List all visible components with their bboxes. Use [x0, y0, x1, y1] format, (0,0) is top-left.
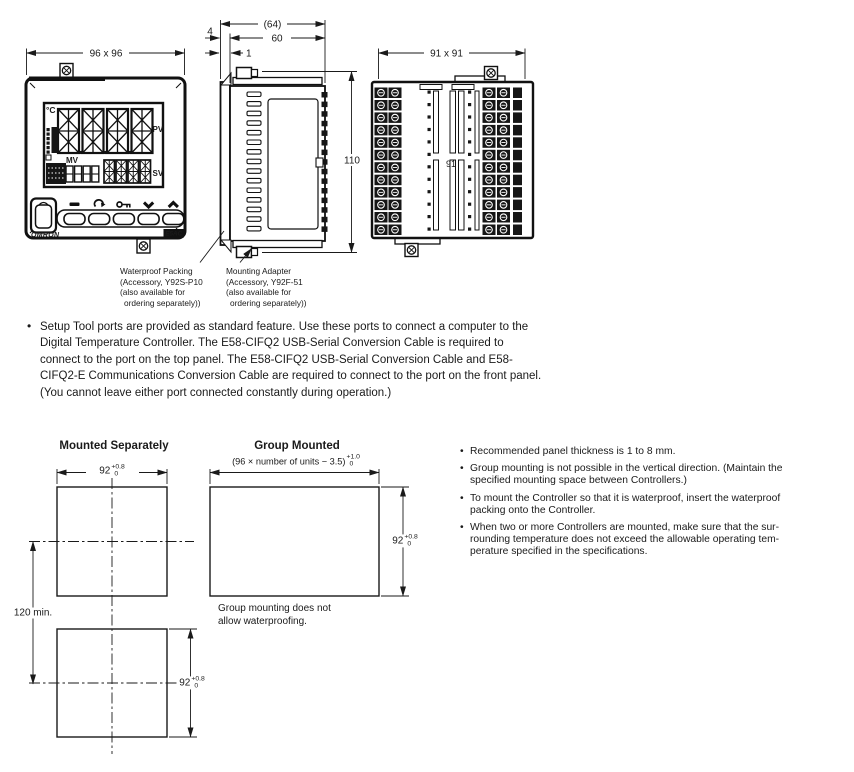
list-item: • When two or more Controllers are mounted, make sure that the sur- rounding temperature does not exceed the allowable operating tem- perature specified in the specifications. — [460, 522, 780, 558]
setup-note-bullet: • — [27, 319, 32, 333]
cutout-separate-diagram — [29, 469, 197, 754]
mode-key — [89, 214, 110, 225]
mounted-separately-heading: Mounted Separately — [59, 440, 169, 452]
screw-icon — [139, 242, 147, 250]
brand-logo: OMRON — [31, 232, 60, 239]
waterproof-packing-leader-line — [200, 231, 224, 263]
group-mounting-note: Group mounting does not allow waterproofing. — [218, 603, 331, 627]
screw-icon — [487, 69, 495, 77]
level-key — [64, 214, 85, 225]
pitch-dimension: 120 min. — [13, 607, 53, 619]
waterproof-packing-callout: Waterproof Packing (Accessory, Y92S-P10 (also available for ordering separately)) — [120, 266, 203, 308]
down-key — [138, 214, 159, 225]
vent-slots — [247, 92, 261, 231]
latch — [316, 158, 323, 167]
rear-center-dim-label: 91 — [445, 159, 457, 169]
pv-label: PV — [152, 125, 164, 134]
celsius-indicator: °C — [46, 105, 56, 115]
group-mounted-heading: Group Mounted — [254, 440, 340, 452]
side-view-drawing — [200, 20, 364, 263]
height-dim-label: 110 — [344, 155, 360, 167]
sv-digits — [104, 160, 151, 183]
list-item: • Group mounting is not possible in the vertical direction. (Maintain the specified mounting space between Controllers.) — [460, 463, 783, 487]
separate-width-dimension: 92 +0.8 0 — [99, 463, 125, 477]
front-bezel — [221, 82, 231, 245]
panel-gap-dim-label: 1 — [246, 48, 252, 60]
list-item: • Recommended panel thickness is 1 to 8 mm. — [460, 446, 676, 457]
cutout-group-diagram — [210, 469, 409, 596]
shift-key — [113, 214, 134, 225]
mounting-adapter-bottom — [221, 240, 322, 258]
total-depth-dim-label: (64) — [263, 19, 282, 31]
mounting-adapter-callout: Mounting Adapter (Accessory, Y92F-51 (also available for ordering separately)) — [226, 266, 307, 308]
model-label: E5AC — [165, 230, 183, 238]
sv-label: SV — [152, 169, 164, 178]
list-item: • To mount the Controller so that it is waterproof, insert the waterproof packing onto the Controller. — [460, 492, 781, 516]
screw-icon — [62, 66, 70, 74]
rear-width-dim-label: 91 x 91 — [430, 48, 463, 60]
group-width-dimension: (96 × number of units − 3.5) +1.0 0 — [232, 453, 360, 467]
setup-port-cover — [31, 199, 56, 233]
group-height-dimension: 92 +0.8 0 — [392, 533, 418, 547]
mv-label: MV — [66, 156, 78, 165]
front-view-drawing — [26, 49, 185, 254]
front-width-dim-label: 96 x 96 — [89, 48, 123, 60]
level-key-icon — [70, 203, 80, 207]
mounting-notes-list — [460, 446, 852, 564]
body-depth-dim-label: 60 — [271, 33, 283, 45]
side-cover-panel — [268, 99, 318, 229]
setup-note-paragraph: Setup Tool ports are provided as standard feature. Use these ports to connect a computer to the Digital Temperature Controller. The E58-CIFQ2 USB-Serial Conversion Cable is required to connect to the port on the top panel. The E58-CIFQ2 USB-Serial Conversion Cable and E58- CIFQ2-E Communications Conversion Cable are required to connect to the port on the front panel. (You cannot leave either port connected constantly during operation.) — [40, 321, 542, 399]
separate-height-dimension: 92 +0.8 0 — [179, 675, 205, 689]
screw-icon — [407, 246, 415, 254]
mounting-adapter-top — [221, 68, 322, 86]
bezel-depth-dim-label: 4 — [207, 26, 213, 38]
up-key — [163, 214, 184, 225]
rear-view-drawing — [372, 49, 533, 257]
